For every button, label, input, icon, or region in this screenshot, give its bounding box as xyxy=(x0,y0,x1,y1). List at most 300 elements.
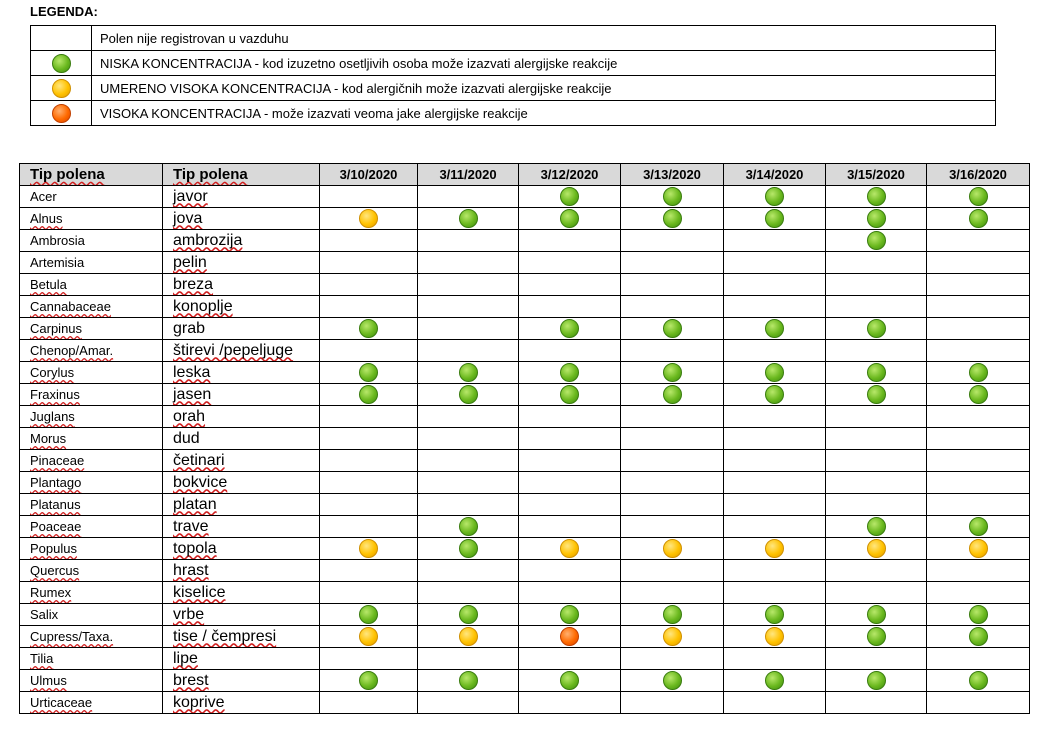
local-name: tise / čempresi xyxy=(173,627,277,645)
concentration-cell xyxy=(927,626,1030,648)
visoka-level-dot-icon xyxy=(560,627,579,646)
concentration-cell xyxy=(724,538,826,560)
concentration-cell xyxy=(724,208,826,230)
concentration-cell xyxy=(320,626,418,648)
local-name: jasen xyxy=(173,385,212,403)
concentration-cell xyxy=(320,186,418,208)
concentration-cell xyxy=(519,318,621,340)
concentration-cell xyxy=(826,626,927,648)
niska-level-dot-icon xyxy=(663,363,682,382)
latin-name: Juglans xyxy=(30,409,75,424)
local-name: javor xyxy=(173,187,208,205)
niska-level-dot-icon xyxy=(969,627,988,646)
niska-level-dot-icon xyxy=(459,539,478,558)
umereno-level-dot-icon xyxy=(663,539,682,558)
local-name: jova xyxy=(173,209,203,227)
concentration-cell xyxy=(927,450,1030,472)
local-name: hrast xyxy=(173,561,209,579)
local-name: leska xyxy=(173,363,211,381)
latin-name: Cupress/Taxa. xyxy=(30,629,114,644)
concentration-cell xyxy=(418,516,519,538)
concentration-cell xyxy=(826,472,927,494)
concentration-cell xyxy=(724,670,826,692)
niska-level-dot-icon xyxy=(867,209,886,228)
latin-name: Corylus xyxy=(30,365,75,380)
concentration-cell xyxy=(826,428,927,450)
umereno-level-dot-icon xyxy=(359,209,378,228)
niska-level-dot-icon xyxy=(663,385,682,404)
latin-name: Betula xyxy=(30,277,67,292)
umereno-level-dot-icon xyxy=(359,627,378,646)
local-name-cell xyxy=(163,384,320,406)
niska-level-dot-icon xyxy=(459,605,478,624)
concentration-cell xyxy=(621,296,724,318)
table-row xyxy=(20,384,1030,406)
latin-name-cell xyxy=(20,626,163,648)
local-name-cell xyxy=(163,208,320,230)
concentration-cell xyxy=(724,472,826,494)
concentration-cell xyxy=(519,230,621,252)
legend-table xyxy=(30,25,996,126)
concentration-cell xyxy=(418,428,519,450)
umereno-level-dot-icon xyxy=(359,539,378,558)
legend-text: NISKA KONCENTRACIJA - kod izuzetno osetljivih osoba može izazvati alergijske reakcije xyxy=(92,51,996,76)
local-name-cell xyxy=(163,186,320,208)
table-row xyxy=(20,604,1030,626)
local-name: vrbe xyxy=(173,605,205,623)
latin-name-cell xyxy=(20,274,163,296)
concentration-cell xyxy=(418,406,519,428)
niska-level-dot-icon xyxy=(663,319,682,338)
concentration-cell xyxy=(519,582,621,604)
niska-level-dot-icon xyxy=(969,187,988,206)
concentration-cell xyxy=(927,516,1030,538)
latin-name: Urticaceae xyxy=(30,695,93,710)
column-header-date: 3/15/2020 xyxy=(826,164,927,186)
concentration-cell xyxy=(320,516,418,538)
table-row xyxy=(20,406,1030,428)
niska-level-dot-icon xyxy=(459,385,478,404)
concentration-cell xyxy=(927,670,1030,692)
niska-level-dot-icon xyxy=(663,671,682,690)
local-name: dud xyxy=(173,429,200,447)
concentration-cell xyxy=(826,384,927,406)
concentration-cell xyxy=(621,186,724,208)
concentration-cell xyxy=(621,538,724,560)
table-row xyxy=(20,560,1030,582)
niska-level-dot-icon xyxy=(459,209,478,228)
concentration-cell xyxy=(826,450,927,472)
niska-level-dot-icon xyxy=(459,363,478,382)
latin-name-cell xyxy=(20,538,163,560)
concentration-cell xyxy=(320,406,418,428)
niska-level-dot-icon xyxy=(867,231,886,250)
table-row xyxy=(20,472,1030,494)
niska-level-dot-icon xyxy=(867,517,886,536)
concentration-cell xyxy=(621,516,724,538)
concentration-cell xyxy=(519,362,621,384)
local-name-cell xyxy=(163,252,320,274)
local-name-cell xyxy=(163,472,320,494)
concentration-cell xyxy=(724,296,826,318)
concentration-cell xyxy=(519,560,621,582)
concentration-cell xyxy=(418,582,519,604)
concentration-cell xyxy=(927,604,1030,626)
latin-name: Plantago xyxy=(30,475,82,490)
local-name: pelin xyxy=(173,253,207,271)
niska-level-dot-icon xyxy=(560,385,579,404)
latin-name: Salix xyxy=(30,607,59,622)
concentration-cell xyxy=(320,252,418,274)
concentration-cell xyxy=(519,406,621,428)
concentration-cell xyxy=(826,362,927,384)
local-name: grab xyxy=(173,319,206,337)
concentration-cell xyxy=(320,318,418,340)
concentration-cell xyxy=(621,428,724,450)
niska-level-dot-icon xyxy=(867,671,886,690)
local-name-cell xyxy=(163,428,320,450)
niska-level-dot-icon xyxy=(560,187,579,206)
niska-level-dot-icon xyxy=(663,187,682,206)
concentration-cell xyxy=(621,362,724,384)
local-name-cell xyxy=(163,560,320,582)
latin-name: Ulmus xyxy=(30,673,67,688)
concentration-cell xyxy=(519,274,621,296)
concentration-cell xyxy=(418,692,519,714)
concentration-cell xyxy=(519,516,621,538)
niska-level-dot-icon xyxy=(969,517,988,536)
local-name-cell xyxy=(163,450,320,472)
latin-name: Fraxinus xyxy=(30,387,80,402)
concentration-cell xyxy=(418,362,519,384)
table-row xyxy=(20,582,1030,604)
niska-level-dot-icon xyxy=(663,209,682,228)
concentration-cell xyxy=(724,648,826,670)
niska-level-dot-icon xyxy=(459,517,478,536)
niska-level-dot-icon xyxy=(765,385,784,404)
concentration-cell xyxy=(320,538,418,560)
concentration-cell xyxy=(826,494,927,516)
concentration-cell xyxy=(320,428,418,450)
concentration-cell xyxy=(621,494,724,516)
local-name: lipe xyxy=(173,649,198,667)
concentration-cell xyxy=(927,186,1030,208)
concentration-cell xyxy=(418,186,519,208)
concentration-cell xyxy=(519,450,621,472)
header-row xyxy=(20,164,1030,186)
concentration-cell xyxy=(418,340,519,362)
concentration-cell xyxy=(724,318,826,340)
concentration-cell xyxy=(621,670,724,692)
concentration-cell xyxy=(826,692,927,714)
latin-name: Alnus xyxy=(30,211,63,226)
umereno-level-dot-icon xyxy=(560,539,579,558)
latin-name-cell xyxy=(20,450,163,472)
local-name-cell xyxy=(163,274,320,296)
concentration-cell xyxy=(826,208,927,230)
local-name: platan xyxy=(173,495,217,513)
latin-name-cell xyxy=(20,582,163,604)
concentration-cell xyxy=(621,692,724,714)
table-row xyxy=(20,428,1030,450)
local-name: štirevi /pepeljuge xyxy=(173,341,294,359)
column-header-date: 3/16/2020 xyxy=(927,164,1030,186)
niska-level-dot-icon xyxy=(765,363,784,382)
latin-name: Cannabaceae xyxy=(30,299,111,314)
local-name-cell xyxy=(163,648,320,670)
local-name-cell xyxy=(163,604,320,626)
concentration-cell xyxy=(320,648,418,670)
latin-name: Populus xyxy=(30,541,77,556)
niska-level-dot-icon xyxy=(765,209,784,228)
latin-name: Platanus xyxy=(30,497,81,512)
niska-level-dot-icon xyxy=(560,319,579,338)
concentration-cell xyxy=(621,450,724,472)
table-row xyxy=(20,274,1030,296)
local-name-cell xyxy=(163,538,320,560)
table-row xyxy=(20,450,1030,472)
local-name: topola xyxy=(173,539,217,557)
visoka-level-dot-icon xyxy=(52,104,71,123)
column-header-date: 3/14/2020 xyxy=(724,164,826,186)
concentration-cell xyxy=(418,626,519,648)
local-name-cell xyxy=(163,626,320,648)
concentration-cell xyxy=(621,318,724,340)
concentration-cell xyxy=(320,450,418,472)
local-name-cell xyxy=(163,340,320,362)
latin-name-cell xyxy=(20,318,163,340)
legend-symbol xyxy=(31,76,92,101)
latin-name: Rumex xyxy=(30,585,72,600)
concentration-cell xyxy=(826,318,927,340)
niska-level-dot-icon xyxy=(969,363,988,382)
latin-name-cell xyxy=(20,340,163,362)
concentration-cell xyxy=(418,472,519,494)
table-row xyxy=(20,494,1030,516)
concentration-cell xyxy=(418,274,519,296)
concentration-cell xyxy=(418,450,519,472)
concentration-cell xyxy=(320,582,418,604)
concentration-cell xyxy=(519,538,621,560)
concentration-cell xyxy=(320,692,418,714)
niska-level-dot-icon xyxy=(867,605,886,624)
legend-symbol xyxy=(31,26,92,51)
niska-level-dot-icon xyxy=(969,605,988,624)
concentration-cell xyxy=(621,472,724,494)
concentration-cell xyxy=(519,692,621,714)
concentration-cell xyxy=(519,252,621,274)
niska-level-dot-icon xyxy=(765,319,784,338)
latin-name-cell xyxy=(20,604,163,626)
table-row xyxy=(20,362,1030,384)
concentration-cell xyxy=(519,494,621,516)
concentration-cell xyxy=(724,560,826,582)
concentration-cell xyxy=(418,208,519,230)
column-header-date: 3/13/2020 xyxy=(621,164,724,186)
concentration-cell xyxy=(621,648,724,670)
table-row xyxy=(20,318,1030,340)
niska-level-dot-icon xyxy=(359,671,378,690)
concentration-cell xyxy=(519,648,621,670)
umereno-level-dot-icon xyxy=(765,539,784,558)
latin-name: Carpinus xyxy=(30,321,83,336)
latin-name-cell xyxy=(20,494,163,516)
concentration-cell xyxy=(927,406,1030,428)
niska-level-dot-icon xyxy=(867,319,886,338)
latin-name: Artemisia xyxy=(30,255,85,270)
concentration-cell xyxy=(724,516,826,538)
legend-row xyxy=(31,51,996,76)
concentration-cell xyxy=(724,406,826,428)
concentration-cell xyxy=(724,384,826,406)
concentration-cell xyxy=(927,538,1030,560)
table-row xyxy=(20,538,1030,560)
niska-level-dot-icon xyxy=(560,671,579,690)
concentration-cell xyxy=(826,670,927,692)
concentration-cell xyxy=(927,648,1030,670)
local-name-cell xyxy=(163,670,320,692)
niska-level-dot-icon xyxy=(52,54,71,73)
concentration-cell xyxy=(621,560,724,582)
concentration-cell xyxy=(724,340,826,362)
local-name-cell xyxy=(163,406,320,428)
latin-name-cell xyxy=(20,208,163,230)
niska-level-dot-icon xyxy=(663,605,682,624)
local-name-cell xyxy=(163,582,320,604)
concentration-cell xyxy=(418,318,519,340)
concentration-cell xyxy=(621,274,724,296)
concentration-cell xyxy=(418,252,519,274)
concentration-cell xyxy=(519,604,621,626)
niska-level-dot-icon xyxy=(765,187,784,206)
concentration-cell xyxy=(320,472,418,494)
column-header-date: 3/10/2020 xyxy=(320,164,418,186)
concentration-cell xyxy=(927,230,1030,252)
local-name: ambrozija xyxy=(173,231,243,249)
concentration-cell xyxy=(418,648,519,670)
concentration-cell xyxy=(418,560,519,582)
niska-level-dot-icon xyxy=(867,385,886,404)
legend-symbol xyxy=(31,51,92,76)
concentration-cell xyxy=(418,670,519,692)
umereno-level-dot-icon xyxy=(52,79,71,98)
niska-level-dot-icon xyxy=(359,605,378,624)
table-row xyxy=(20,296,1030,318)
pollen-table xyxy=(19,163,1030,714)
concentration-cell xyxy=(927,692,1030,714)
concentration-cell xyxy=(927,296,1030,318)
niska-level-dot-icon xyxy=(969,671,988,690)
table-row xyxy=(20,692,1030,714)
concentration-cell xyxy=(826,252,927,274)
local-name: brest xyxy=(173,671,209,689)
niska-level-dot-icon xyxy=(765,671,784,690)
concentration-cell xyxy=(927,340,1030,362)
concentration-cell xyxy=(519,296,621,318)
local-name-cell xyxy=(163,318,320,340)
concentration-cell xyxy=(927,318,1030,340)
niska-level-dot-icon xyxy=(359,363,378,382)
latin-name-cell xyxy=(20,296,163,318)
concentration-cell xyxy=(724,428,826,450)
concentration-cell xyxy=(724,186,826,208)
legend-text: Polen nije registrovan u vazduhu xyxy=(92,26,996,51)
concentration-cell xyxy=(927,274,1030,296)
concentration-cell xyxy=(519,186,621,208)
legend-row xyxy=(31,76,996,101)
table-row xyxy=(20,648,1030,670)
local-name: orah xyxy=(173,407,206,425)
concentration-cell xyxy=(724,362,826,384)
column-header-date: 3/12/2020 xyxy=(519,164,621,186)
concentration-cell xyxy=(826,340,927,362)
latin-name-cell xyxy=(20,670,163,692)
umereno-level-dot-icon xyxy=(663,627,682,646)
concentration-cell xyxy=(320,560,418,582)
concentration-cell xyxy=(621,604,724,626)
latin-name-cell xyxy=(20,186,163,208)
concentration-cell xyxy=(927,252,1030,274)
concentration-cell xyxy=(418,494,519,516)
concentration-cell xyxy=(826,296,927,318)
concentration-cell xyxy=(621,340,724,362)
concentration-cell xyxy=(519,340,621,362)
concentration-cell xyxy=(826,560,927,582)
concentration-cell xyxy=(621,582,724,604)
table-row xyxy=(20,252,1030,274)
umereno-level-dot-icon xyxy=(765,627,784,646)
umereno-level-dot-icon xyxy=(969,539,988,558)
concentration-cell xyxy=(724,692,826,714)
niska-level-dot-icon xyxy=(359,385,378,404)
latin-name-cell xyxy=(20,648,163,670)
concentration-cell xyxy=(724,604,826,626)
niska-level-dot-icon xyxy=(867,627,886,646)
latin-name-cell xyxy=(20,406,163,428)
niska-level-dot-icon xyxy=(560,209,579,228)
niska-level-dot-icon xyxy=(969,209,988,228)
niska-level-dot-icon xyxy=(359,319,378,338)
concentration-cell xyxy=(724,252,826,274)
local-name: konoplje xyxy=(173,297,233,315)
latin-name: Pinaceae xyxy=(30,453,85,468)
concentration-cell xyxy=(927,560,1030,582)
concentration-cell xyxy=(724,626,826,648)
local-name: četinari xyxy=(173,451,225,469)
concentration-cell xyxy=(724,230,826,252)
concentration-cell xyxy=(724,582,826,604)
concentration-cell xyxy=(320,230,418,252)
legend-title: LEGENDA: xyxy=(30,4,98,19)
concentration-cell xyxy=(320,296,418,318)
table-row xyxy=(20,670,1030,692)
latin-name-cell xyxy=(20,692,163,714)
concentration-cell xyxy=(724,494,826,516)
concentration-cell xyxy=(320,670,418,692)
latin-name-cell xyxy=(20,428,163,450)
table-row xyxy=(20,340,1030,362)
table-row xyxy=(20,186,1030,208)
concentration-cell xyxy=(519,626,621,648)
niska-level-dot-icon xyxy=(969,385,988,404)
concentration-cell xyxy=(826,406,927,428)
latin-name: Acer xyxy=(30,189,57,204)
concentration-cell xyxy=(927,208,1030,230)
local-name-cell xyxy=(163,362,320,384)
concentration-cell xyxy=(418,384,519,406)
column-header-local: Tip polena xyxy=(163,164,320,186)
concentration-cell xyxy=(418,230,519,252)
